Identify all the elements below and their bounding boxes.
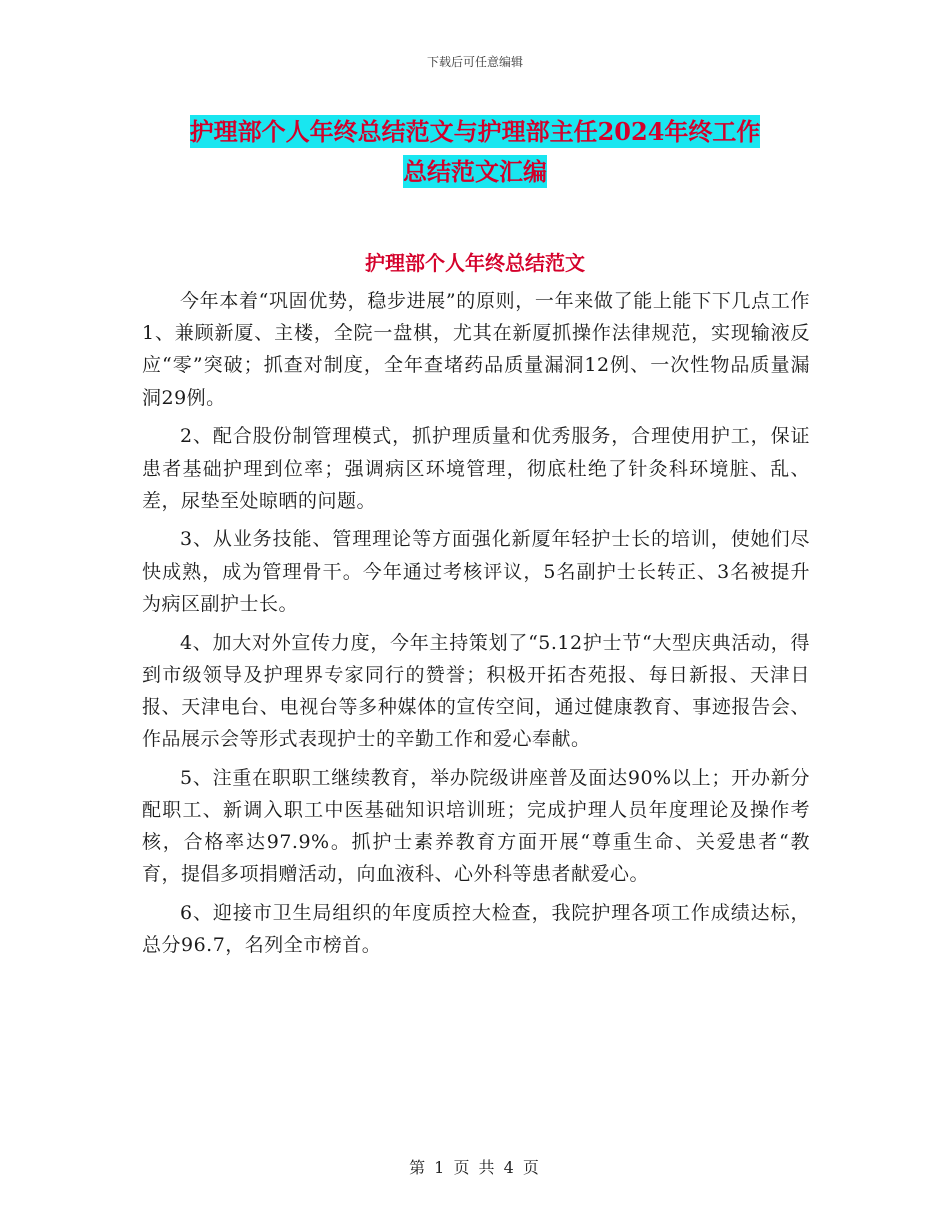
title-line-2: 总结范文汇编 xyxy=(403,157,547,186)
paragraph-2: 2、配合股份制管理模式，抓护理质量和优秀服务，合理使用护工，保证患者基础护理到位率；强调病区环境管理，彻底杜绝了针灸科环境脏、乱、差，尿垫至处晾晒的问题。 xyxy=(142,425,810,512)
page-number: 第 1 页 共 4 页 xyxy=(409,1158,541,1177)
paragraph-6: 6、迎接市卫生局组织的年度质控大检查，我院护理各项工作成绩达标，总分96.7，名列全市榜首。 xyxy=(142,902,810,957)
paragraph-1: 今年本着“巩固优势，稳步进展”的原则，一年来做了能上能下下几点工作 1、兼顾新厦、主楼，全院一盘棋，尤其在新厦抓操作法律规范，实现输液反应“零”突破；抓查对制度，全年查堵药品质量漏洞12例、一次性物品质量漏洞29例。 xyxy=(142,290,810,409)
paragraph-3: 3、从业务技能、管理理论等方面强化新厦年轻护士长的培训，使她们尽快成熟，成为管理骨干。今年通过考核评议，5名副护士长转正、3名被提升为病区副护士长。 xyxy=(142,528,810,615)
body-text xyxy=(142,285,810,968)
section-title: 护理部个人年终总结范文 xyxy=(365,251,585,275)
paragraph-5: 5、注重在职职工继续教育，举办院级讲座普及面达90%以上；开办新分配职工、新调入职工中医基础知识培训班；完成护理人员年度理论及操作考核，合格率达97.9%。抓护士素养教育方面开展“尊重生命、关爱患者“教育，提倡多项捐赠活动，向血液科、心外科等患者献爱心。 xyxy=(142,766,810,886)
title-line-1: 护理部个人年终总结范文与护理部主任2024年终工作 xyxy=(189,117,761,146)
paragraph-4: 4、加大对外宣传力度，今年主持策划了“5.12护士节“大型庆典活动，得到市级领导及护理界专家同行的赞誉；积极开拓杏苑报、每日新报、天津日报、天津电台、电视台等多种媒体的宣传空间，通过健康教育、事迹报告会、作品展示会等形式表现护士的辛勤工作和爱心奉献。 xyxy=(142,631,810,751)
document-title xyxy=(0,112,950,192)
header-note: 下载后可任意编辑 xyxy=(426,55,523,69)
